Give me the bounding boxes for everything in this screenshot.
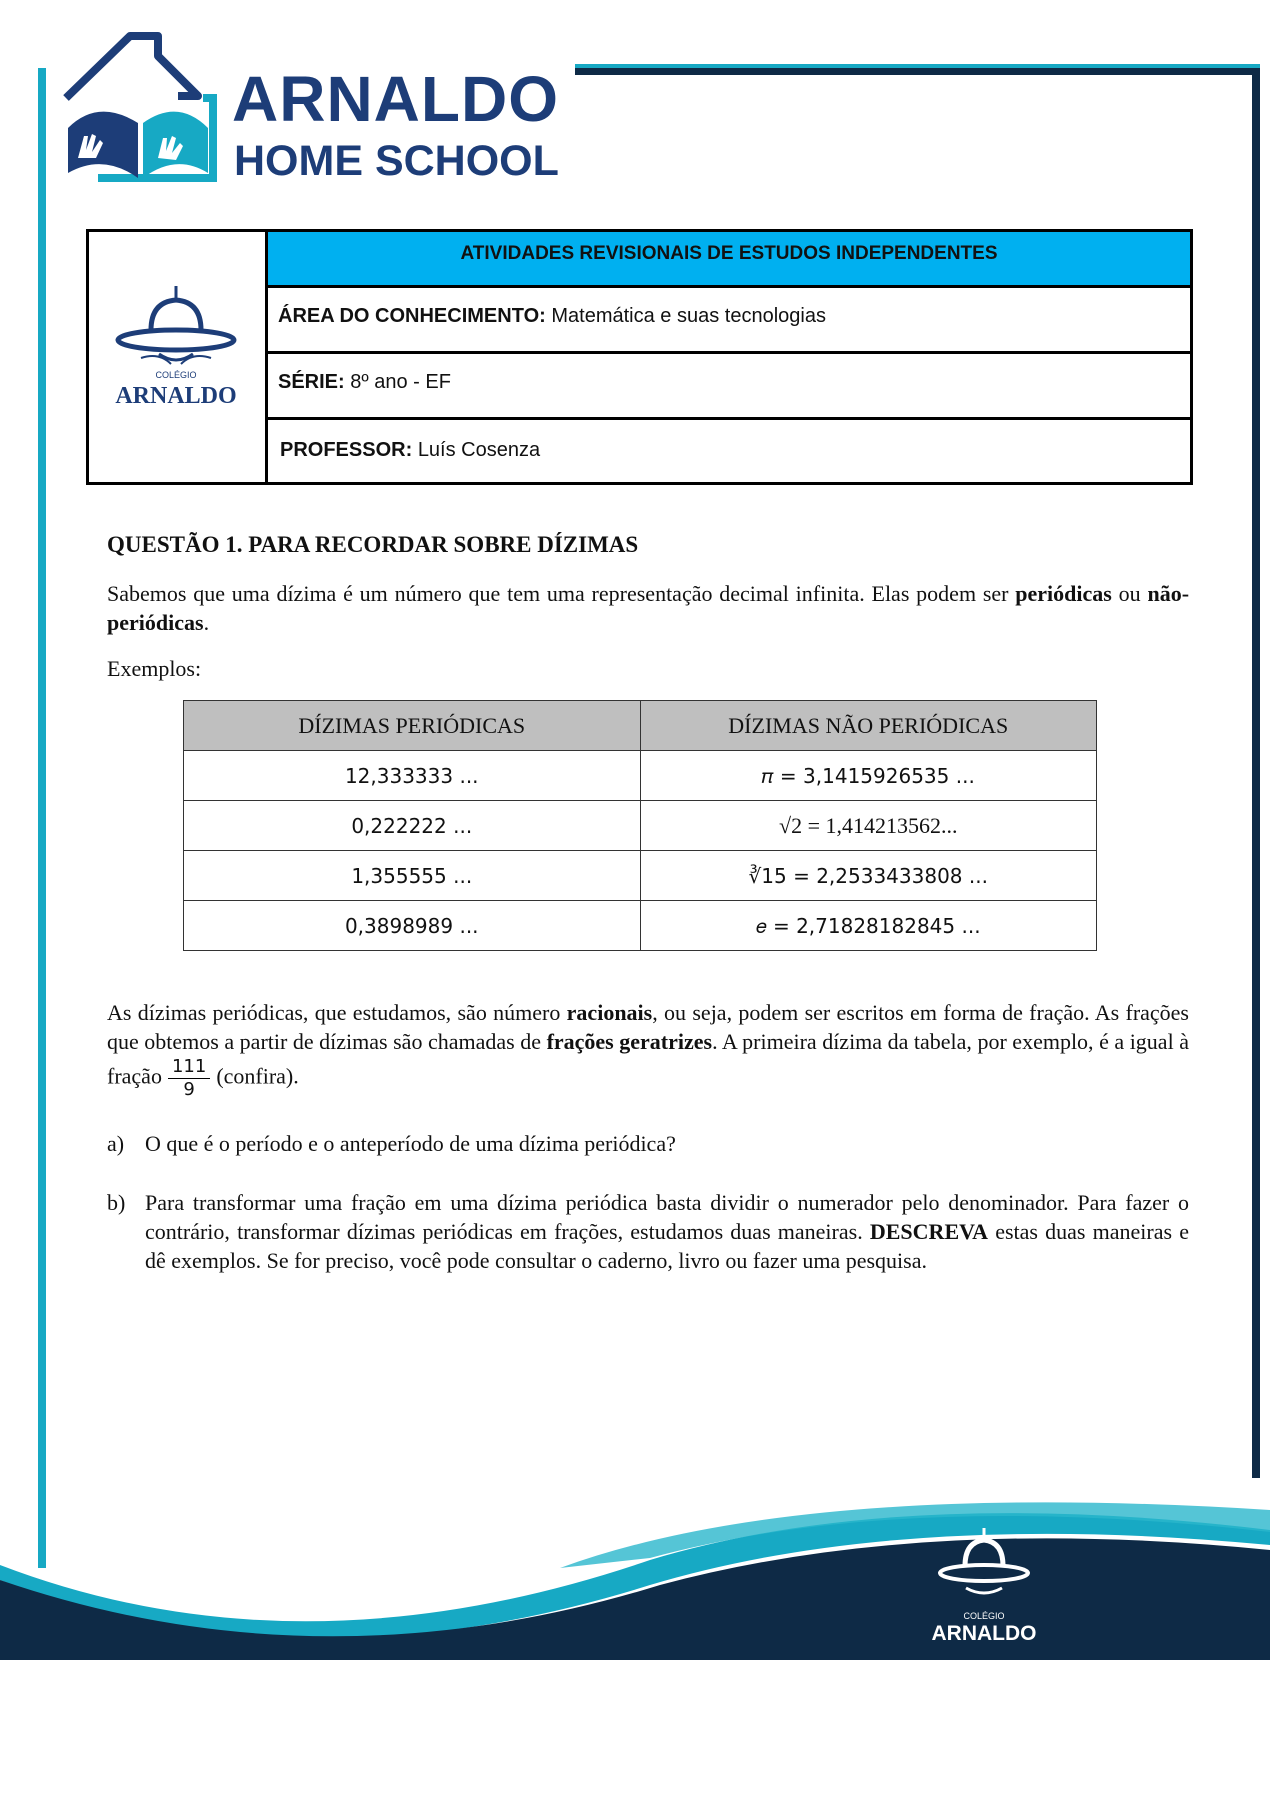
item-a-text: O que é o período e o anteperíodo de uma dízima periódica? xyxy=(145,1131,676,1156)
serie-value: 8º ano - EF xyxy=(350,371,451,393)
item-a xyxy=(107,1129,1189,1158)
table-row xyxy=(184,751,1097,801)
para2-text-a: As dízimas periódicas, que estudamos, são número xyxy=(107,1000,567,1025)
frame-top-line xyxy=(575,68,1260,75)
periodic-cell: 0,3898989 ... xyxy=(184,901,641,951)
info-serie-row xyxy=(268,354,1190,420)
intro-bold-nao-periodicas: não-periódicas xyxy=(107,581,1190,635)
frame-left-line xyxy=(38,68,46,1568)
table-row xyxy=(184,901,1097,951)
item-b-text-1: Para transformar uma fração em uma dízima periódica basta dividir o numerador pelo denominador. Para fazer o contrário, transformar dízimas periódicas em frações, estudamos duas maneiras. xyxy=(145,1190,1189,1244)
school-seal-cell xyxy=(89,232,268,482)
school-seal-icon xyxy=(111,282,241,422)
item-b-bold-descreva: DESCREVA xyxy=(869,1219,989,1244)
table-header-row xyxy=(184,701,1097,751)
para2-bold-racionais: racionais xyxy=(566,1000,653,1025)
para2-bold-fracoes-geratrizes: frações geratrizes xyxy=(546,1029,713,1054)
rational-paragraph xyxy=(107,998,1189,1101)
intro-bold-periodicas: periódicas xyxy=(1015,581,1112,606)
info-title: ATIVIDADES REVISIONAIS DE ESTUDOS INDEPENDENTES xyxy=(460,243,998,264)
info-area-row xyxy=(268,288,1190,354)
header-periodic: DÍZIMAS PERIÓDICAS xyxy=(184,701,641,751)
brand-name-line1: ARNALDO xyxy=(232,63,559,135)
intro-text-3: . xyxy=(203,610,210,635)
area-label: ÁREA DO CONHECIMENTO: xyxy=(278,305,546,327)
periodic-cell: 0,222222 ... xyxy=(184,801,641,851)
footer-wave xyxy=(0,1440,1280,1670)
footer-seal-small: COLÉGIO xyxy=(963,1611,1005,1621)
professor-label: PROFESSOR: xyxy=(280,439,413,461)
seal-small-text: COLÉGIO xyxy=(155,370,197,380)
table-row xyxy=(184,851,1097,901)
table-row xyxy=(184,801,1097,851)
decimals-table xyxy=(183,700,1097,951)
brand-name-line2: HOME SCHOOL xyxy=(234,137,559,185)
item-a-label: a) xyxy=(107,1131,125,1156)
para2-text-d: (confira). xyxy=(216,1063,299,1089)
serie-label: SÉRIE: xyxy=(278,371,345,393)
footer-seal-name: ARNALDO xyxy=(931,1622,1037,1645)
non-periodic-cell: 𝜋 = 3,1415926535 ... xyxy=(640,751,1097,801)
fraction-denominator: 9 xyxy=(183,1079,195,1100)
non-periodic-cell: √2 = 1,414213562... xyxy=(640,801,1097,851)
question-heading: QUESTÃO 1. PARA RECORDAR SOBRE DÍZIMAS xyxy=(107,532,639,557)
professor-value: Luís Cosenza xyxy=(417,439,541,461)
info-professor-row xyxy=(268,420,1190,482)
non-periodic-cell: 𝑒 = 2,71828182845 ... xyxy=(640,901,1097,951)
non-periodic-cell: ∛15 = 2,2533433808 ... xyxy=(640,851,1097,901)
item-b xyxy=(107,1188,1189,1275)
frame-right-line xyxy=(1252,68,1260,1478)
area-value: Matemática e suas tecnologias xyxy=(551,305,826,327)
intro-text-2: ou xyxy=(1111,581,1148,606)
house-book-logo-icon xyxy=(58,28,238,188)
fraction-numerator: 111 xyxy=(168,1056,210,1079)
para2-text-b: , ou seja, podem ser escritos em forma de fração. As frações que obtemos a partir de dízimas são chamadas de xyxy=(107,1000,1189,1054)
header-non-periodic: DÍZIMAS NÃO PERIÓDICAS xyxy=(640,701,1097,751)
intro-paragraph xyxy=(107,579,1189,637)
para2-text-c: . A primeira dízima da tabela, por exemplo, é a igual à fração xyxy=(107,1029,1189,1089)
item-b-text-2: estas duas maneiras e dê exemplos. Se for preciso, você pode consultar o caderno, livro ou fazer uma pesquisa. xyxy=(145,1219,1189,1273)
periodic-cell: 1,355555 ... xyxy=(184,851,641,901)
examples-label: Exemplos: xyxy=(107,656,202,681)
info-title-row xyxy=(268,232,1190,288)
fraction xyxy=(168,1056,210,1101)
periodic-cell: 12,333333 ... xyxy=(184,751,641,801)
header-info-table xyxy=(86,229,1193,485)
item-b-label: b) xyxy=(107,1190,126,1215)
item-b-text xyxy=(145,1188,1189,1275)
seal-name-text: ARNALDO xyxy=(115,383,237,409)
intro-text-1: Sabemos que uma dízima é um número que tem uma representação decimal infinita. Elas podem ser xyxy=(107,581,1016,606)
